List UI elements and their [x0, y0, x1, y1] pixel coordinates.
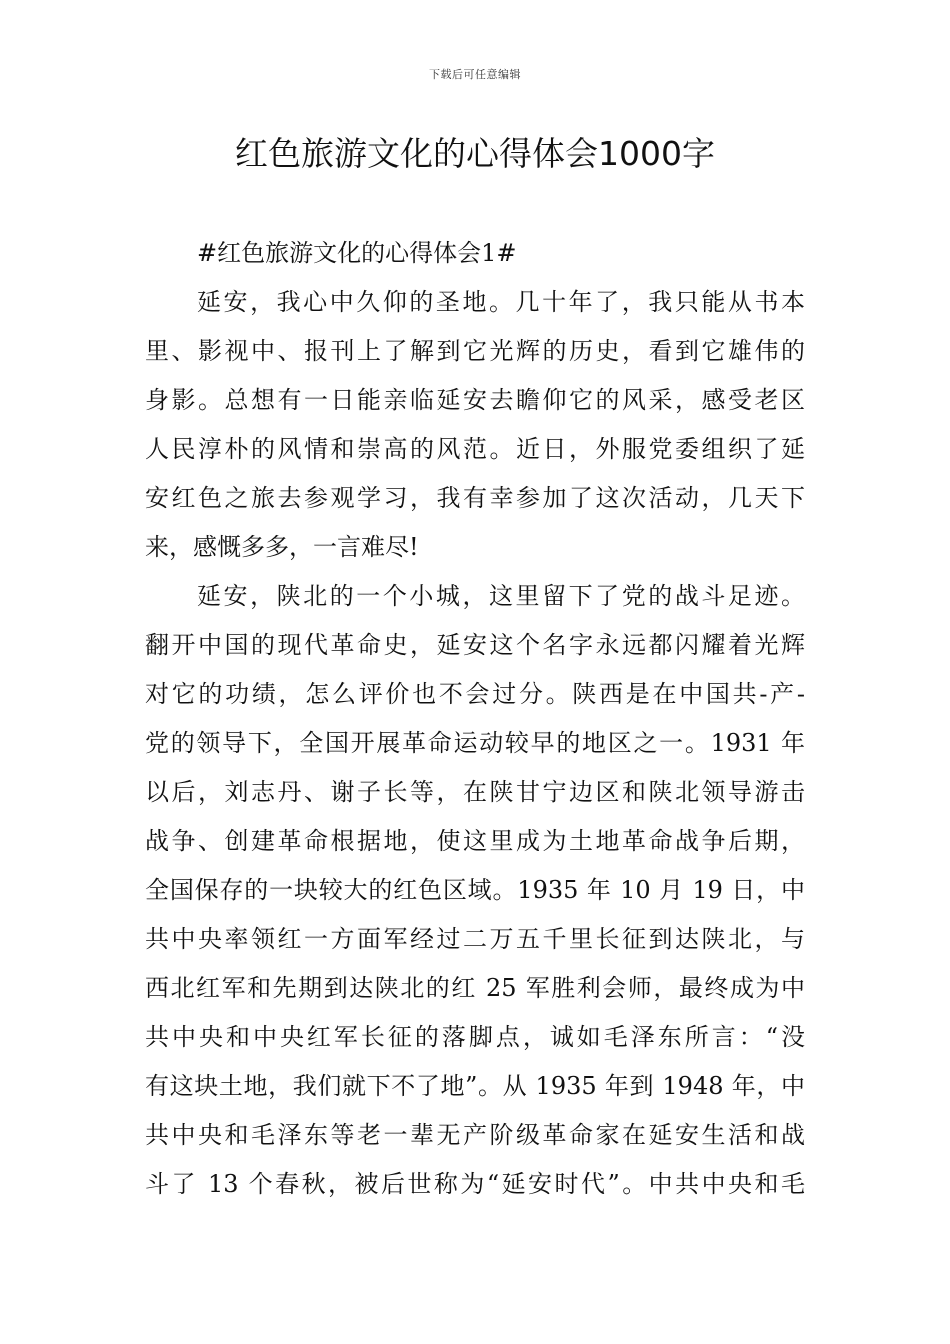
paragraph-1	[145, 278, 805, 572]
paragraph-line: 战争、创建革命根据地，使这里成为土地革命战争后期，	[145, 827, 805, 855]
document-title: 红色旅游文化的心得体会1000字	[235, 134, 715, 173]
paragraph-line: 共中央率领红一方面军经过二万五千里长征到达陕北，与	[145, 925, 805, 953]
paragraph-line: 身影。总想有一日能亲临延安去瞻仰它的风采，感受老区	[145, 386, 805, 414]
paragraph-2	[145, 572, 805, 1209]
paragraph-line: 斗了 13 个春秋，被后世称为“延安时代”。中共中央和毛	[145, 1170, 805, 1198]
paragraph-line: 对它的功绩，怎么评价也不会过分。陕西是在中国共-产-	[145, 680, 805, 708]
section-heading: #红色旅游文化的心得体会1#	[197, 239, 517, 267]
paragraph-line: 延安，我心中久仰的圣地。几十年了，我只能从书本	[197, 288, 805, 316]
paragraph-line: 共中央和中央红军长征的落脚点，诚如毛泽东所言：“没	[145, 1023, 805, 1051]
header-note: 下载后可任意编辑	[429, 68, 521, 81]
paragraph-line: 安红色之旅去参观学习，我有幸参加了这次活动，几天下	[145, 484, 805, 512]
paragraph-line: 里、影视中、报刊上了解到它光辉的历史，看到它雄伟的	[145, 337, 805, 365]
paragraph-line: 全国保存的一块较大的红色区域。1935 年 10 月 19 日，中	[145, 876, 805, 904]
document-body	[145, 229, 805, 1209]
paragraph-line: 共中央和毛泽东等老一辈无产阶级革命家在延安生活和战	[145, 1121, 805, 1149]
paragraph-line: 党的领导下，全国开展革命运动较早的地区之一。1931 年	[145, 729, 805, 757]
paragraph-line: 西北红军和先期到达陕北的红 25 军胜利会师，最终成为中	[145, 974, 805, 1002]
paragraph-line: 延安，陕北的一个小城，这里留下了党的战斗足迹。	[197, 582, 805, 610]
paragraph-line: 翻开中国的现代革命史，延安这个名字永远都闪耀着光辉	[145, 631, 805, 659]
paragraph-line: 以后，刘志丹、谢子长等，在陕甘宁边区和陕北领导游击	[145, 778, 805, 806]
paragraph-line: 来，感慨多多，一言难尽!	[145, 533, 419, 561]
paragraph-line: 人民淳朴的风情和崇高的风范。近日，外服党委组织了延	[145, 435, 805, 463]
paragraph-line: 有这块土地，我们就下不了地”。从 1935 年到 1948 年，中	[145, 1072, 805, 1100]
